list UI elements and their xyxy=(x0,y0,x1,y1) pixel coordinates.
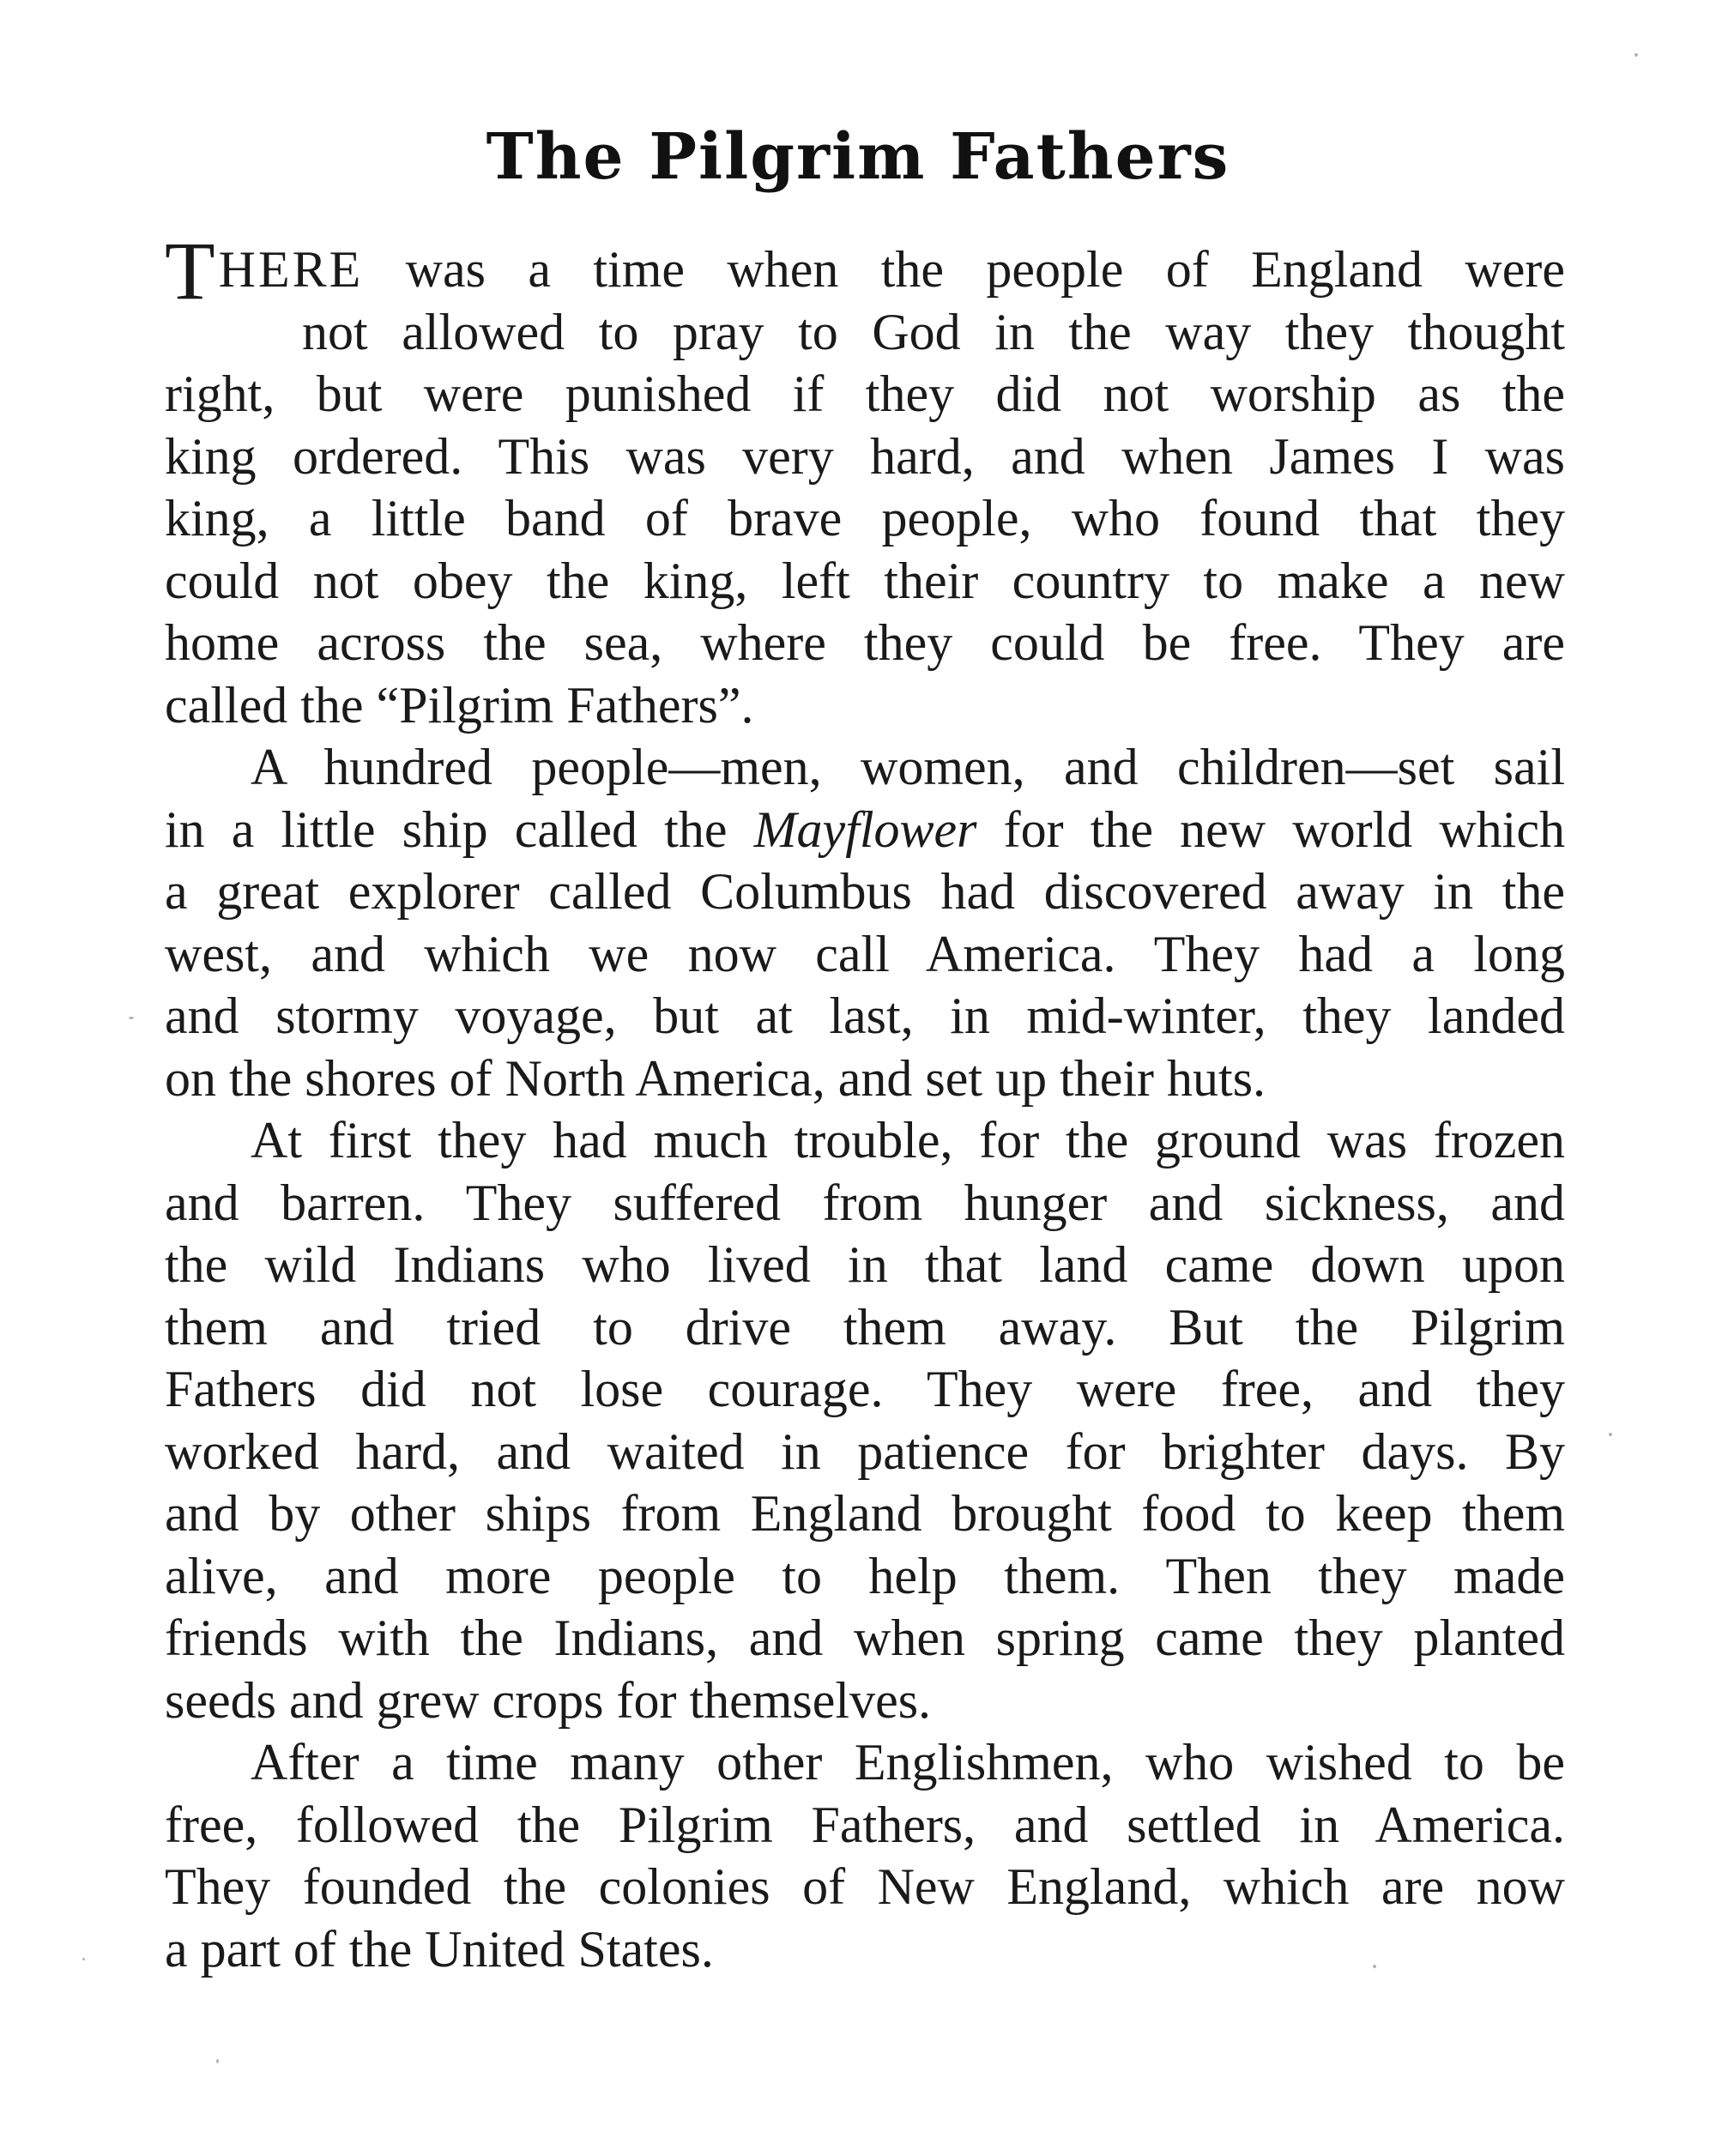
drop-cap-word-rest: HERE xyxy=(218,241,364,298)
text-line: Fathers did not lose courage. They were free, and they xyxy=(165,1361,1565,1417)
page-title: The Pilgrim Fathers xyxy=(486,120,1230,194)
text-line: could not obey the king, left their country to make a new xyxy=(165,552,1565,609)
line-text: in a little ship called the xyxy=(165,800,728,858)
text-line: worked hard, and waited in patience for brighter days. By xyxy=(165,1422,1565,1480)
text-line: king, a little band of brave people, who found that they xyxy=(165,490,1565,547)
text-line: and stormy voyage, but at last, in mid-winter, they landed xyxy=(165,987,1565,1044)
text-line: king ordered. This was very hard, and when James I was xyxy=(165,427,1565,485)
text-line: They founded the colonies of New England, which are now xyxy=(165,1858,1565,1915)
scan-speck xyxy=(129,1017,134,1019)
paragraph-1 xyxy=(165,225,1565,736)
text-line: friends with the Indians, and when spring came they planted xyxy=(165,1609,1565,1666)
ship-name: Mayflower xyxy=(753,800,977,858)
text-line: and barren. They suffered from hunger and sickness, and xyxy=(165,1174,1565,1231)
scan-speck xyxy=(216,2059,219,2063)
text-line: A hundred people—men, women, and children—set sail xyxy=(251,739,1565,795)
article-body xyxy=(165,225,1565,1980)
drop-cap: T xyxy=(165,225,215,317)
paragraph-2 xyxy=(165,736,1565,1109)
text-line: not allowed to pray to God in the way they thought xyxy=(302,303,1565,360)
text-line: a great explorer called Columbus had discovered away in the xyxy=(165,863,1565,920)
text-line: home across the sea, where they could be free. They are xyxy=(165,614,1565,671)
text-line: called the “Pilgrim Fathers”. xyxy=(165,676,754,734)
text-line: alive, and more people to help them. Then they made xyxy=(165,1547,1565,1604)
text-line: free, followed the Pilgrim Fathers, and settled in America. xyxy=(165,1796,1565,1853)
scan-speck xyxy=(1609,1433,1612,1436)
scan-speck xyxy=(1634,53,1638,57)
text-line: the wild Indians who lived in that land came down upon xyxy=(165,1236,1565,1293)
scan-speck xyxy=(82,1958,85,1960)
text-line: right, but were punished if they did not worship as the xyxy=(165,365,1565,422)
text-line: After a time many other Englishmen, who wished to be xyxy=(251,1734,1565,1791)
text-line: west, and which we now call America. They had a long xyxy=(165,925,1565,982)
text-line xyxy=(165,799,1565,861)
text-line: and by other ships from England brought food to keep them xyxy=(165,1485,1565,1542)
paragraph-3 xyxy=(165,1109,1565,1731)
text-line: them and tried to drive them away. But the Pilgrim xyxy=(165,1298,1565,1356)
text-line: At first they had much trouble, for the ground was frozen xyxy=(251,1112,1565,1169)
line-text: for the new world which xyxy=(1003,800,1565,858)
text-line: a part of the United States. xyxy=(165,1920,714,1978)
text-line: on the shores of North America, and set up their huts. xyxy=(165,1049,1266,1107)
line-text: was a time when the people of England were xyxy=(363,241,1565,298)
scan-speck xyxy=(1373,1965,1376,1968)
text-line: seeds and grew crops for themselves. xyxy=(165,1671,932,1729)
paragraph-4 xyxy=(165,1731,1565,1980)
text-line xyxy=(165,225,1565,317)
